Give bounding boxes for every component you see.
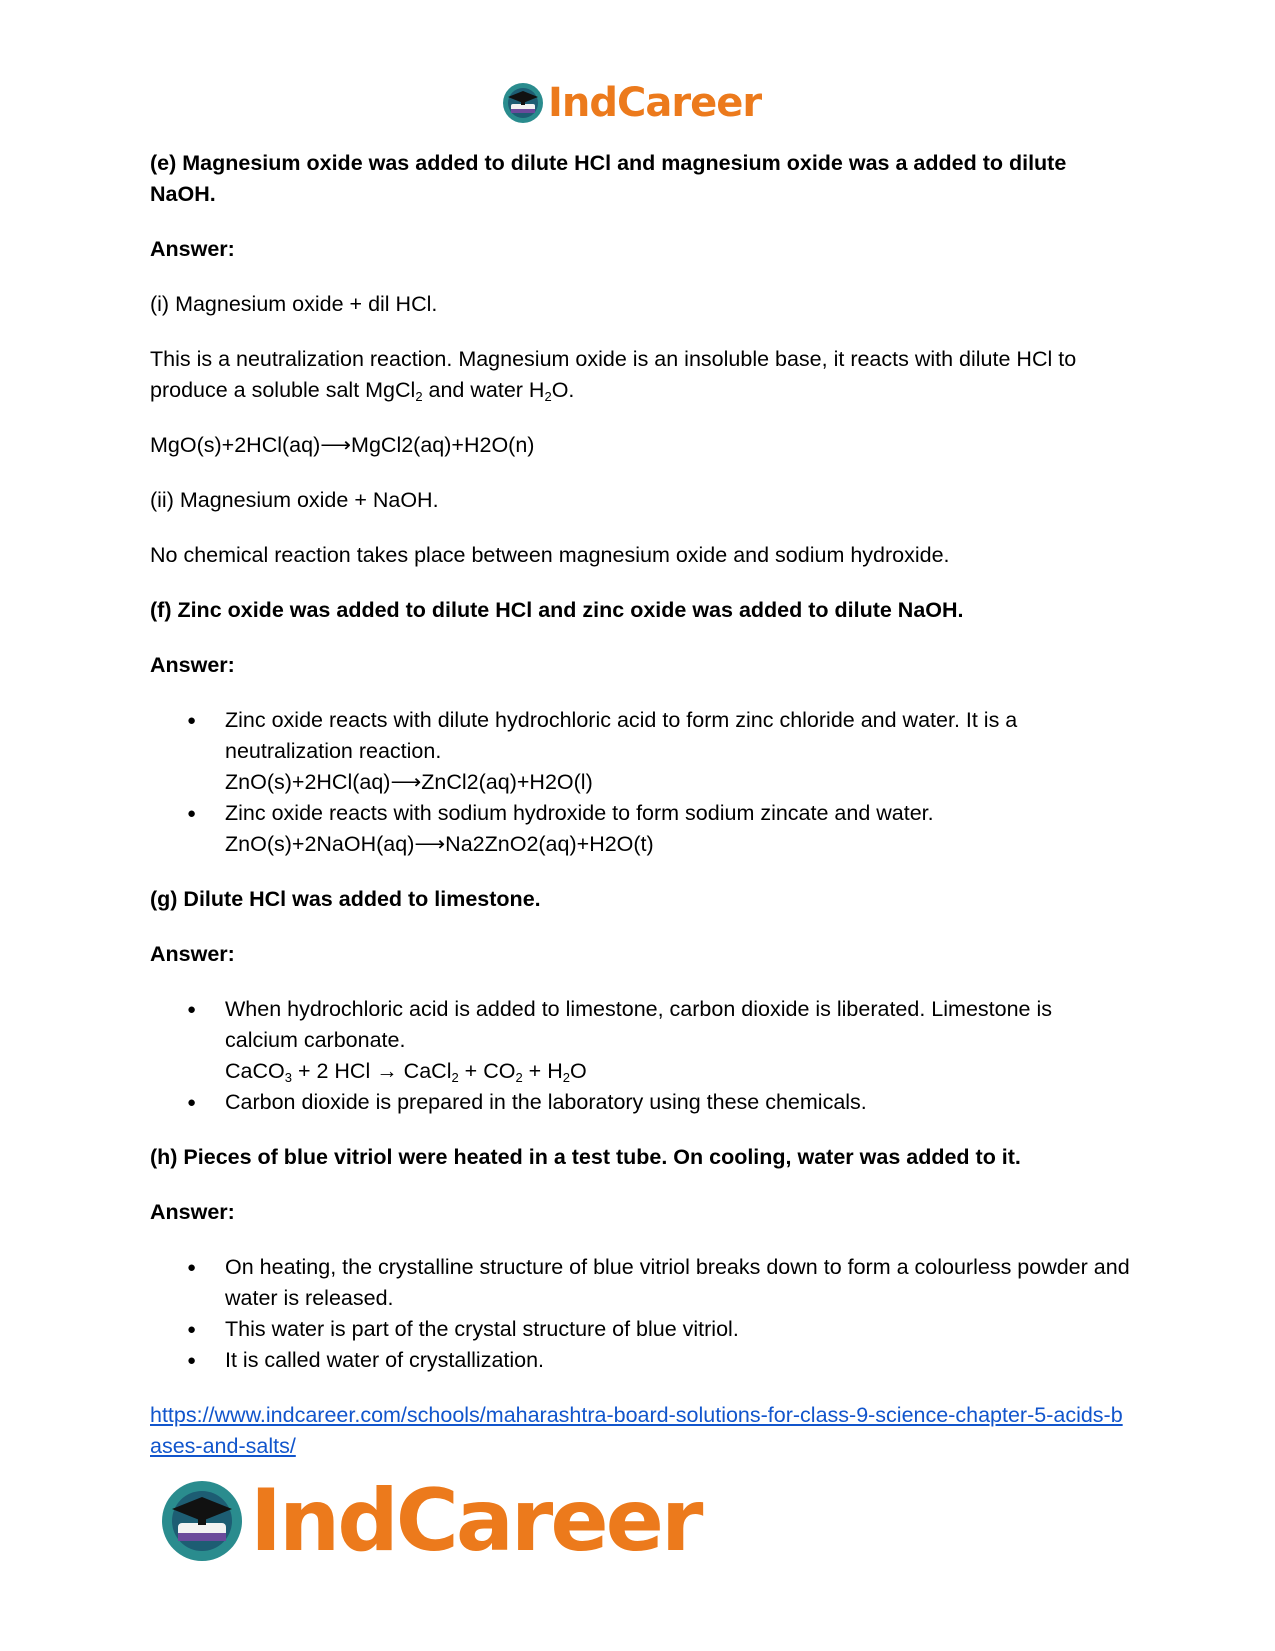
document-body	[150, 148, 1130, 1486]
header-logo	[502, 80, 761, 126]
no-reaction-e: No chemical reaction takes place between magnesium oxide and sodium hydroxide.	[150, 543, 950, 567]
bullet-list-h	[150, 1252, 1130, 1376]
question-g: (g) Dilute HCl was added to limestone.	[150, 887, 541, 911]
question-f: (f) Zinc oxide was added to dilute HCl and zinc oxide was added to dilute NaOH.	[150, 598, 964, 622]
list-item: ● This water is part of the crystal structure of blue vitriol.	[225, 1314, 1130, 1345]
source-link[interactable]: https://www.indcareer.com/schools/maharashtra-board-solutions-for-class-9-science-chapter-5-acids-bases-and-salts/	[150, 1403, 1123, 1458]
question-h: (h) Pieces of blue vitriol were heated in a test tube. On cooling, water was added to it.	[150, 1145, 1021, 1169]
paragraph-e-neutralization: This is a neutralization reaction. Magnesium oxide is an insoluble base, it reacts with dilute HCl to produce a soluble salt MgCl$_2$ and water $H_2O$.	[150, 347, 1077, 404]
question-e: (e) Magnesium oxide was added to dilute HCl and magnesium oxide was a added to dilute NaOH.	[150, 151, 1067, 206]
bullet-list-g	[150, 994, 1130, 1118]
logo-text: IndCareer	[250, 1471, 701, 1571]
list-item: ● Zinc oxide reacts with sodium hydroxide to form sodium zincate and water. ZnO(s)+2NaOH(aq)⟶Na2ZnO2(aq)+H2O(t)	[225, 798, 1130, 860]
logo-text: IndCareer	[548, 80, 762, 126]
graduation-cap-book-icon	[160, 1479, 244, 1563]
equation-e: MgO(s)+2HCl(aq)⟶MgCl2(aq)+H2O(n)	[150, 433, 535, 457]
footer-logo	[160, 1471, 701, 1571]
source-link-paragraph	[150, 1400, 1130, 1462]
list-item: ● When hydrochloric acid is added to limestone, carbon dioxide is liberated. Limestone is calcium carbonate. CaCO$_3$ + 2 HCl → CaCl$_2$ + $CO_2 + H_2O$	[225, 994, 1130, 1087]
answer-label-g: Answer:	[150, 942, 235, 966]
list-item: ● It is called water of crystallization.	[225, 1345, 1130, 1376]
answer-label-f: Answer:	[150, 653, 235, 677]
bullet-list-f	[150, 705, 1130, 860]
answer-label-e: Answer:	[150, 237, 235, 261]
list-item: ● Zinc oxide reacts with dilute hydrochloric acid to form zinc chloride and water. It is a neutralization reaction. ZnO(s)+2HCl(aq)⟶ZnCl2(aq)+H2O(l)	[225, 705, 1130, 798]
graduation-cap-book-icon	[502, 82, 544, 124]
part-1-e: (i) Magnesium oxide + dil HCl.	[150, 292, 438, 316]
list-item: ● On heating, the crystalline structure of blue vitriol breaks down to form a colourless powder and water is released.	[225, 1252, 1130, 1314]
answer-label-h: Answer:	[150, 1200, 235, 1224]
list-item: ● Carbon dioxide is prepared in the laboratory using these chemicals.	[225, 1087, 1130, 1118]
part-2-e: (ii) Magnesium oxide + NaOH.	[150, 488, 439, 512]
